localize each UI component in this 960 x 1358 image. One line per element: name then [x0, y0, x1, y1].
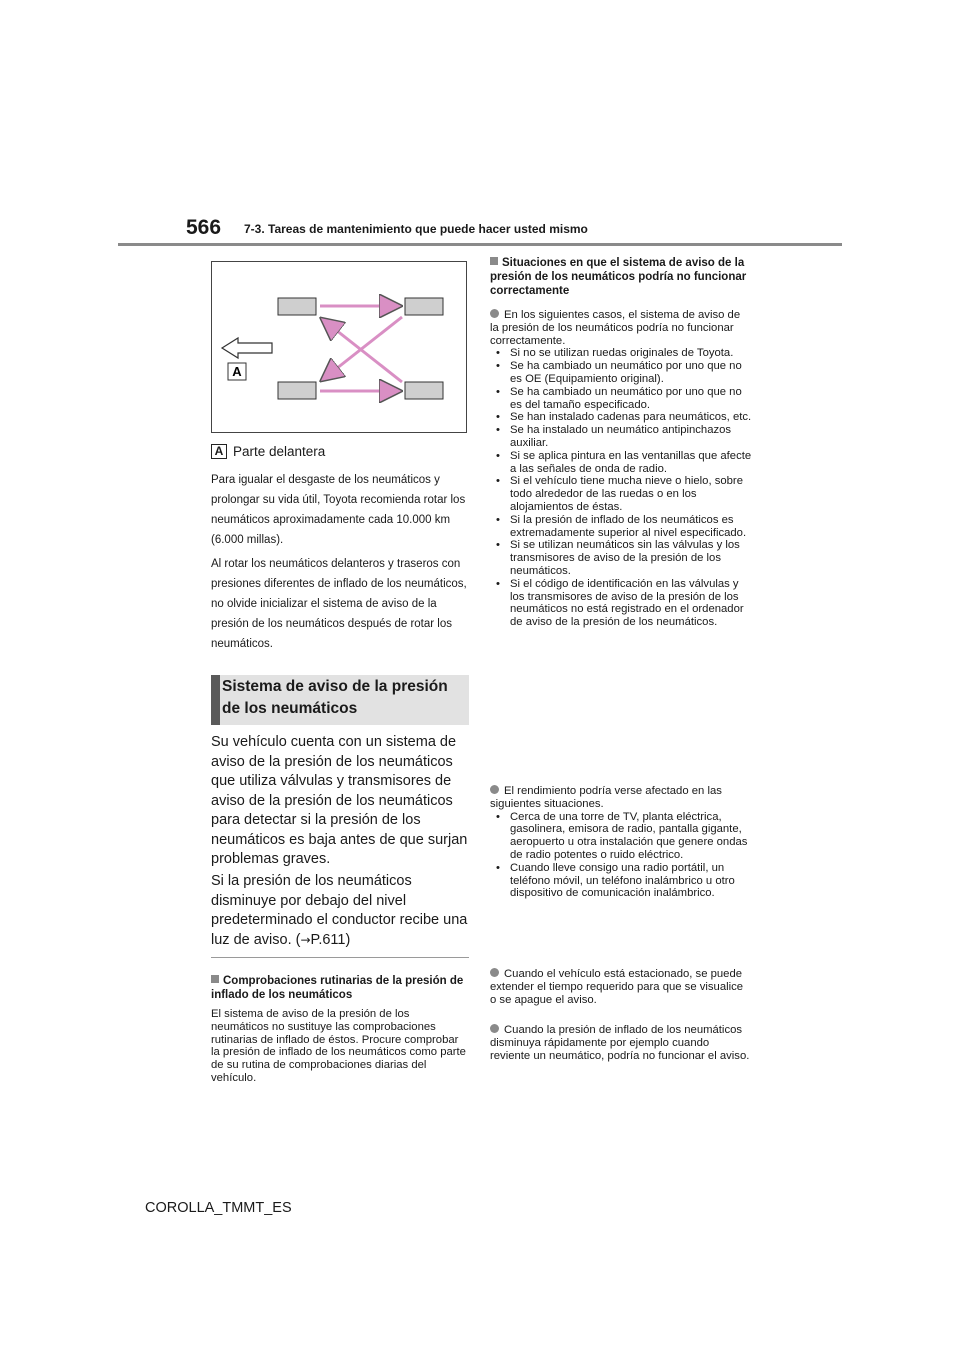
group-lead: Cuando el vehículo está estacionado, se puede extender el tiempo requerido para que se visualice o se apague el aviso. [490, 968, 744, 1006]
list-item: • Si la presión de inflado de los neumáticos es extremadamente superior al nivel especificado. [490, 514, 752, 540]
section-intro: Su vehículo cuenta con un sistema de aviso de la presión de los neumáticos que utiliza válvulas y transmisores de aviso de la presión de los neumáticos para detectar si la presión de los neumáticos es baja antes de que surjan problemas graves. [211, 734, 468, 867]
list-item: • Cerca de una torre de TV, planta eléctrica, gasolinera, emisora de radio, pantalla gigante, aeropuerto u otra instalación que genere ondas de radio potentes o ruido eléctrico. [490, 811, 752, 862]
list-item: • Si el vehículo tiene mucha nieve o hielo, sobre todo alrededor de las ruedas o en los alojamientos de éstas. [490, 475, 752, 513]
group-lead: En los siguientes casos, el sistema de aviso de la presión de los neumáticos podría no funcionar correctamente. [490, 309, 741, 347]
rotation-paragraph-1: Para igualar el desgaste de los neumáticos y prolongar su vida útil, Toyota recomienda rotar los neumáticos aproximadamente cada 10.000 km (6.000 millas). [211, 474, 466, 546]
square-bullet-icon [490, 257, 498, 265]
page-reference-link[interactable]: P.611 [310, 931, 346, 948]
section-heading: Sistema de aviso de la presión de los neumáticos [222, 678, 448, 717]
front-right-tire [405, 298, 443, 315]
malfunction-group-4 [490, 1024, 752, 1062]
running-head: 7-3. Tareas de mantenimiento que puede hacer usted mismo [244, 222, 588, 236]
routine-checks-heading [211, 974, 469, 1002]
rotation-paragraph-2: Al rotar los neumáticos delanteros y traseros con presiones diferentes de inflado de los neumáticos, no olvide inicializar el sistema de aviso de la presión de los neumáticos después de rotar los neumáticos. [211, 558, 467, 650]
group-lead: El rendimiento podría verse afectado en las siguientes situaciones. [490, 785, 722, 810]
arrow-diagonal-to-rear-left [322, 317, 402, 380]
list-item: • Si se aplica pintura en las ventanillas que afecte a las señales de onda de radio. [490, 450, 752, 476]
malfunction-heading [490, 256, 752, 298]
malfunction-group-1 [490, 309, 752, 629]
circle-bullet-icon [490, 1024, 499, 1033]
warning-end: ) [345, 931, 351, 948]
routine-checks-body: El sistema de aviso de la presión de los neumáticos no sustituye las comprobaciones rutinarias de inflado de éstos. Procure comprobar la presión de inflado de los neumáticos como parte de su rutina de comprobaciones diarias del vehículo. [211, 1008, 466, 1084]
front-left-tire [278, 298, 316, 315]
list-item: • Se ha instalado un neumático antipinchazos auxiliar. [490, 424, 752, 450]
front-direction-arrow [222, 338, 272, 358]
callout-a-letter: A [232, 364, 242, 379]
tire-rotation-svg [212, 262, 466, 432]
header-rule [118, 243, 842, 246]
section-warning-paragraph [211, 872, 469, 950]
malfunction-group-3 [490, 968, 752, 1006]
list-item: • Se ha cambiado un neumático por uno que no es del tamaño especificado. [490, 386, 752, 412]
circle-bullet-icon [490, 785, 499, 794]
list-item: • Se ha cambiado un neumático por uno que no es OE (Equipamiento original). [490, 360, 752, 386]
list-item: • Si no se utilizan ruedas originales de Toyota. [490, 347, 752, 360]
list-item: • Se han instalado cadenas para neumáticos, etc. [490, 411, 752, 424]
malfunction-group-2 [490, 785, 752, 900]
group-lead: Cuando la presión de inflado de los neumáticos disminuya rápidamente por ejemplo cuando reviente un neumático, podría no funcionar el aviso. [490, 1024, 750, 1062]
list-item: • Cuando lleve consigo una radio portátil, un teléfono móvil, un teléfono inalámbrico u otro dispositivo de comunicación inalámbrico. [490, 862, 752, 900]
malfunction-title: Situaciones en que el sistema de aviso de la presión de los neumáticos podría no funcionar correctamente [490, 257, 747, 297]
tire-rotation-diagram [211, 261, 467, 433]
circle-bullet-icon [490, 309, 499, 318]
list-item: • Si se utilizan neumáticos sin las válvulas y los transmisores de aviso de la presión de los neumáticos. [490, 539, 752, 577]
caption-callout-a: A [211, 444, 227, 459]
reference-arrow-icon: → [300, 932, 311, 947]
list-item: • Si el código de identificación en las válvulas y los transmisores de aviso de la presión de los neumáticos no está registrado en el ordenador de aviso de la presión de los neumáticos. [490, 578, 752, 629]
page-number: 566 [186, 216, 222, 239]
arrow-diagonal-to-front-left [322, 319, 402, 382]
rear-right-tire [405, 382, 443, 399]
square-bullet-icon [211, 975, 219, 983]
section-divider [211, 957, 469, 958]
circle-bullet-icon [490, 968, 499, 977]
warning-text: Si la presión de los neumáticos disminuye por debajo del nivel predeterminado el conductor recibe una luz de aviso. ( [211, 873, 468, 948]
routine-checks-title: Comprobaciones rutinarias de la presión de inflado de los neumáticos [211, 975, 464, 1001]
rear-left-tire [278, 382, 316, 399]
footer-doc-code: COROLLA_TMMT_ES [145, 1200, 292, 1216]
caption-text: Parte delantera [233, 444, 326, 459]
figure-caption [211, 444, 325, 459]
